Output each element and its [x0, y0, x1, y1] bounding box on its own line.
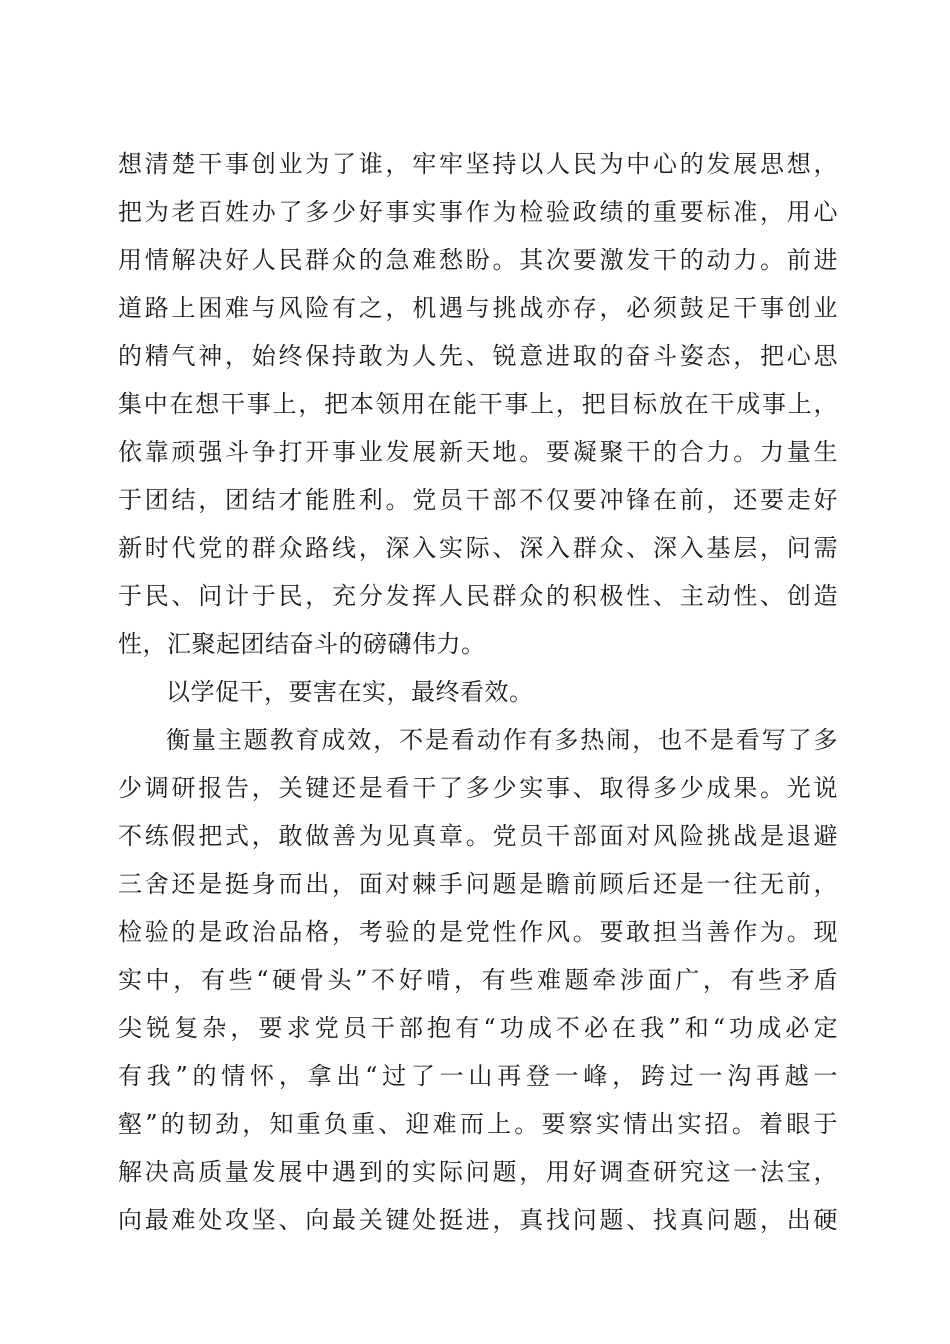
text-line: 道路上困难与风险有之，机遇与挑战亦存，必须鼓足干事创业: [118, 294, 838, 322]
text-line: 依靠顽强斗争打开事业发展新天地。要凝聚干的合力。力量生: [118, 438, 838, 466]
text-line: 壑”的韧劲，知重负重、迎难而上。要察实情出实招。着眼于: [118, 1110, 838, 1138]
section-heading: 以学促干，要害在实，最终看效。: [166, 678, 534, 706]
text-line: 性，汇聚起团结奋斗的磅礴伟力。: [118, 630, 486, 658]
paragraph-first-line: 衡量主题教育成效，不是看动作有多热闹，也不是看写了多: [166, 726, 838, 754]
body-text: [118, 140, 838, 1244]
text-line: 想清楚干事创业为了谁，牢牢坚持以人民为中心的发展思想，: [118, 150, 838, 178]
text-line: 少调研报告，关键还是看干了多少实事、取得多少成果。光说: [118, 774, 838, 802]
text-line: 于团结，团结才能胜利。党员干部不仅要冲锋在前，还要走好: [118, 486, 838, 514]
text-line: 向最难处攻坚、向最关键处挺进，真找问题、找真问题，出硬: [118, 1206, 838, 1234]
text-line: 的精气神，始终保持敢为人先、锐意进取的奋斗姿态，把心思: [118, 342, 838, 370]
text-line: 用情解决好人民群众的急难愁盼。其次要激发干的动力。前进: [118, 246, 838, 274]
text-line: 有我”的情怀，拿出“过了一山再登一峰，跨过一沟再越一: [118, 1062, 838, 1090]
text-line: 三舍还是挺身而出，面对棘手问题是瞻前顾后还是一往无前，: [118, 870, 838, 898]
text-line: 解决高质量发展中遇到的实际问题，用好调查研究这一法宝，: [118, 1158, 838, 1186]
text-line: 实中，有些“硬骨头”不好啃，有些难题牵涉面广，有些矛盾: [118, 966, 838, 994]
text-line: 把为老百姓办了多少好事实事作为检验政绩的重要标准，用心: [118, 198, 838, 226]
text-line: 检验的是政治品格，考验的是党性作风。要敢担当善作为。现: [118, 918, 838, 946]
text-line: 集中在想干事上，把本领用在能干事上，把目标放在干成事上，: [118, 390, 838, 418]
text-line: 尖锐复杂，要求党员干部抱有“功成不必在我”和“功成必定: [118, 1014, 838, 1042]
text-line: 于民、问计于民，充分发挥人民群众的积极性、主动性、创造: [118, 582, 838, 610]
text-line: 不练假把式，敢做善为见真章。党员干部面对风险挑战是退避: [118, 822, 838, 850]
text-line: 新时代党的群众路线，深入实际、深入群众、深入基层，问需: [118, 534, 838, 562]
